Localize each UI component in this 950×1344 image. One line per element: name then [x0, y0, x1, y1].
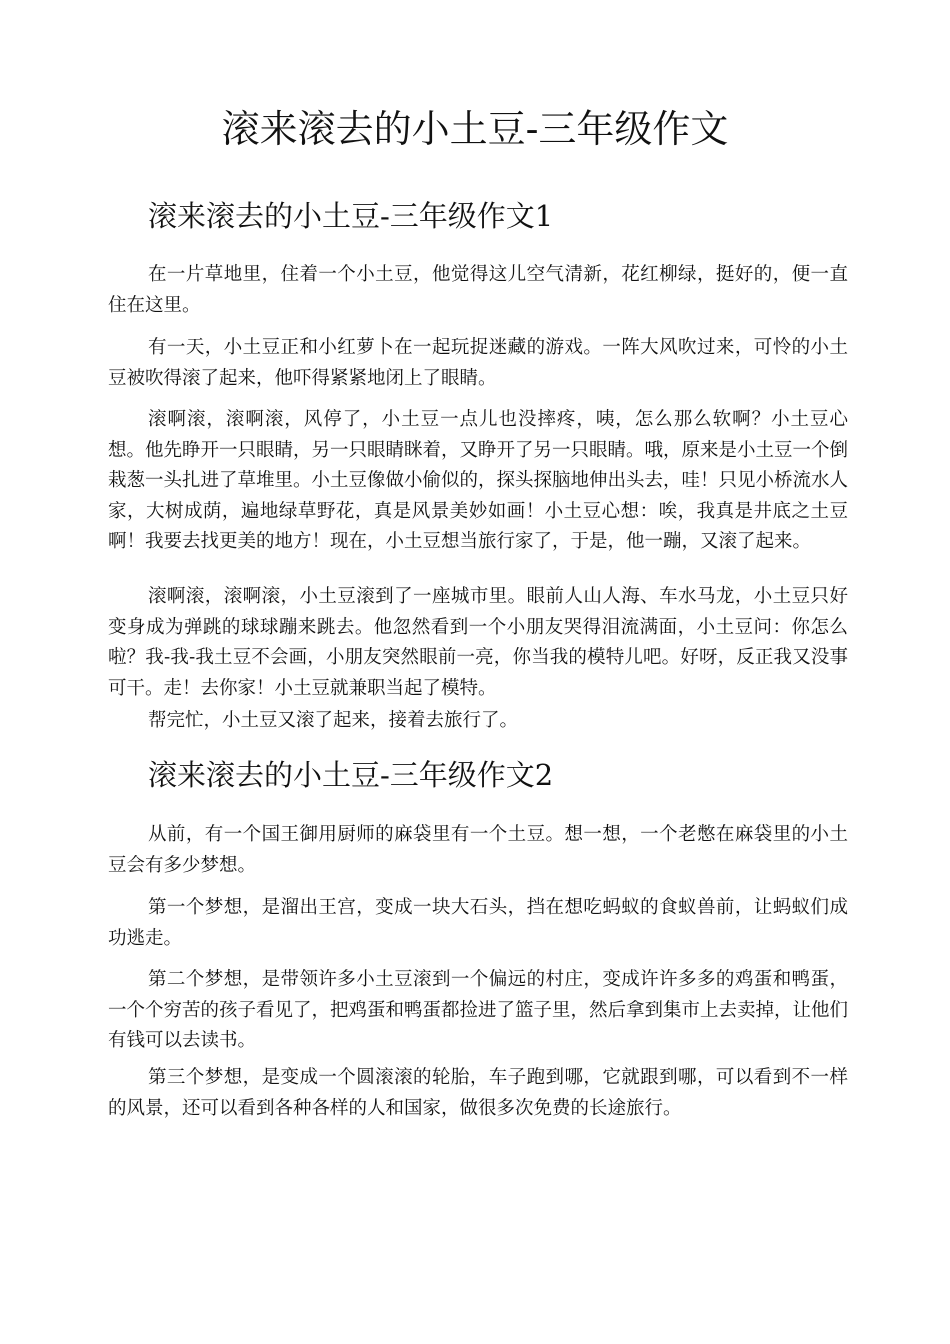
section-1-paragraph-5: 帮完忙，小土豆又滚了起来，接着去旅行了。	[148, 710, 519, 731]
section-2-paragraph-3: 第二个梦想，是带领许多小土豆滚到一个偏远的村庄，变成许许多多的鸡蛋和鸭蛋，一个个穷苦的孩子看见了，把鸡蛋和鸭蛋都捡进了篮子里，然后拿到集市上去卖掉，让他们有钱可以去读书。	[108, 969, 849, 1051]
section-1-paragraph-3: 滚啊滚，滚啊滚，风停了，小土豆一点儿也没摔疼，咦，怎么那么软啊？小土豆心想。他先睁开一只眼睛，另一只眼睛眯着，又睁开了另一只眼睛。哦，原来是小土豆一个倒栽葱一头扎进了草堆里。小土豆像做小偷似的，探头探脑地伸出头去，哇！只见小桥流水人家，大树成荫，遍地绿草野花，真是风景美妙如画！小土豆心想：唉，我真是井底之土豆啊！我要去找更美的地方！现在，小土豆想当旅行家了，于是，他一蹦，又滚了起来。	[108, 409, 849, 552]
section-1-heading: 滚来滚去的小土豆-三年级作文1	[148, 199, 554, 233]
section-2-heading: 滚来滚去的小土豆-三年级作文2	[148, 758, 554, 792]
section-1-paragraph-4: 滚啊滚，滚啊滚，小土豆滚到了一座城市里。眼前人山人海、车水马龙，小土豆只好变身成为弹跳的球球蹦来跳去。他忽然看到一个小朋友哭得泪流满面，小土豆问：你怎么啦？我-我-我土豆不会画，小朋友突然眼前一亮，你当我的模特儿吧。好呀，反正我又没事可干。走！去你家！小土豆就兼职当起了模特。	[108, 586, 848, 699]
section-1-paragraph-2: 有一天，小土豆正和小红萝卜在一起玩捉迷藏的游戏。一阵大风吹过来，可怜的小土豆被吹得滚了起来，他吓得紧紧地闭上了眼睛。	[108, 337, 848, 389]
section-2-paragraph-4: 第三个梦想，是变成一个圆滚滚的轮胎，车子跑到哪，它就跟到哪，可以看到不一样的风景，还可以看到各种各样的人和国家，做很多次免费的长途旅行。	[108, 1067, 848, 1119]
section-2-paragraph-1: 从前，有一个国王御用厨师的麻袋里有一个土豆。想一想，一个老憋在麻袋里的小土豆会有多少梦想。	[108, 824, 848, 876]
section-1-paragraph-1: 在一片草地里，住着一个小土豆，他觉得这儿空气清新，花红柳绿，挺好的，便一直住在这里。	[108, 264, 848, 316]
document-title: 滚来滚去的小土豆-三年级作文	[221, 107, 729, 151]
section-2-paragraph-2: 第一个梦想，是溜出王宫，变成一块大石头，挡在想吃蚂蚁的食蚁兽前，让蚂蚁们成功逃走。	[108, 897, 848, 949]
